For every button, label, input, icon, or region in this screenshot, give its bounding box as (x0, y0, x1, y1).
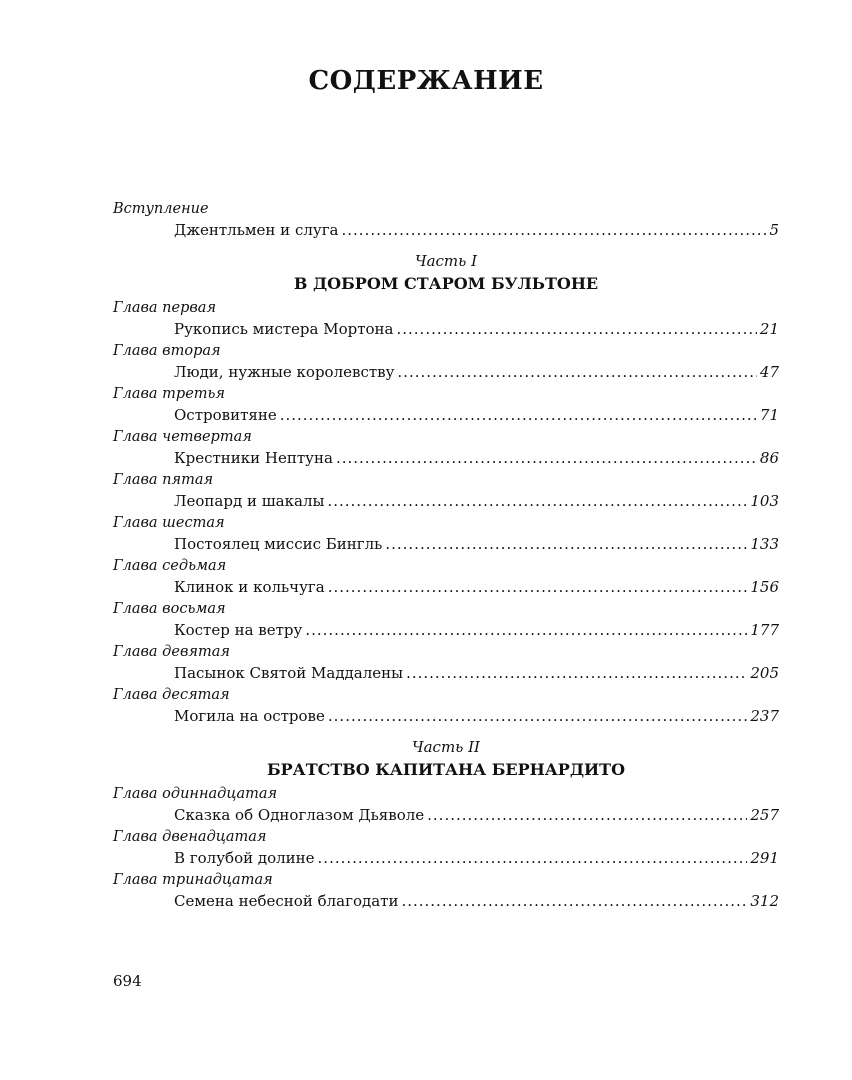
toc-entry (113, 804, 779, 827)
entry-title: Леопард и шакалы (174, 492, 325, 510)
chapter-label: Глава четвертая (113, 429, 252, 445)
entry-title: Клинок и кольчуга (174, 578, 325, 596)
chapter-label: Глава шестая (113, 515, 225, 531)
part-label: Часть II (412, 738, 480, 756)
dot-leader (327, 490, 747, 513)
chapter-label: Глава вторая (113, 343, 221, 359)
table-of-contents (113, 199, 779, 913)
chapter-label: Глава седьмая (113, 558, 227, 574)
intro-section (113, 199, 779, 242)
chapter-label: Глава первая (113, 300, 217, 316)
chapter-label: Глава пятая (113, 472, 214, 488)
entry-page: 47 (759, 363, 779, 381)
entry-title: Рукопись мистера Мортона (174, 320, 394, 338)
entry-title: Пасынок Святой Маддалены (174, 664, 404, 682)
toc-entry (113, 619, 779, 642)
entry-page: 177 (750, 621, 779, 639)
dot-leader (396, 318, 756, 341)
dot-leader (328, 705, 747, 728)
entry-title: Крестники Нептуна (174, 449, 333, 467)
entry-title: Могила на острове (174, 707, 325, 725)
entry-title: В голубой долине (174, 849, 315, 867)
part-label: Часть I (414, 252, 478, 270)
chapter-label: Глава восьмая (113, 601, 226, 617)
entry-page: 5 (769, 221, 779, 239)
dot-leader (318, 847, 748, 870)
entry-page: 71 (759, 406, 779, 424)
entry-page: 156 (750, 578, 779, 596)
chapter-label: Глава двенадцатая (113, 829, 267, 845)
chapter-label: Глава тринадцатая (113, 872, 273, 888)
dot-leader (406, 662, 747, 685)
dot-leader (342, 219, 767, 242)
dot-leader (336, 447, 757, 470)
entry-title: Костер на ветру (174, 621, 303, 639)
entry-title: Люди, нужные королевству (174, 363, 395, 381)
dot-leader (427, 804, 747, 827)
dot-leader (397, 361, 756, 384)
dot-leader (280, 404, 757, 427)
entry-title: Семена небесной благодати (174, 892, 399, 910)
entry-title: Островитяне (174, 406, 277, 424)
entry-page: 21 (759, 320, 779, 338)
entry-page: 86 (759, 449, 779, 467)
toc-entry (113, 890, 779, 913)
toc-entry (113, 318, 779, 341)
toc-entry (113, 490, 779, 513)
toc-entry (113, 662, 779, 685)
toc-entry (113, 705, 779, 728)
part-title: БРАТСТВО КАПИТАНА БЕРНАРДИТО (266, 760, 626, 779)
page-title: СОДЕРЖАНИЕ (308, 66, 544, 96)
dot-leader (401, 890, 747, 913)
toc-entry-intro (113, 219, 779, 242)
chapter-label: Глава третья (113, 386, 226, 402)
dot-leader (328, 576, 748, 599)
toc-entry (113, 847, 779, 870)
part-title: В ДОБРОМ СТАРОМ БУЛЬТОНЕ (293, 274, 599, 293)
entry-page: 205 (750, 664, 779, 682)
toc-entry (113, 404, 779, 427)
part-section (113, 250, 779, 728)
toc-entry (113, 447, 779, 470)
dot-leader (305, 619, 747, 642)
entry-title: Джентльмен и слуга (174, 221, 339, 239)
part-section (113, 736, 779, 913)
entry-page: 257 (750, 806, 779, 824)
entry-page: 291 (750, 849, 779, 867)
chapter-label: Глава десятая (113, 687, 230, 703)
page-number: 694 (113, 972, 142, 990)
parts-container (113, 250, 779, 913)
toc-entry (113, 533, 779, 556)
entry-title: Сказка об Одноглазом Дьяволе (174, 806, 425, 824)
entry-page: 312 (750, 892, 779, 910)
entry-page: 237 (750, 707, 779, 725)
dot-leader (385, 533, 747, 556)
toc-entry (113, 361, 779, 384)
chapter-label: Глава девятая (113, 644, 230, 660)
entry-title: Постоялец миссис Бингль (174, 535, 383, 553)
entry-page: 103 (750, 492, 779, 510)
entry-page: 133 (750, 535, 779, 553)
intro-label: Вступление (113, 201, 209, 217)
toc-entry (113, 576, 779, 599)
chapter-label: Глава одиннадцатая (113, 786, 278, 802)
